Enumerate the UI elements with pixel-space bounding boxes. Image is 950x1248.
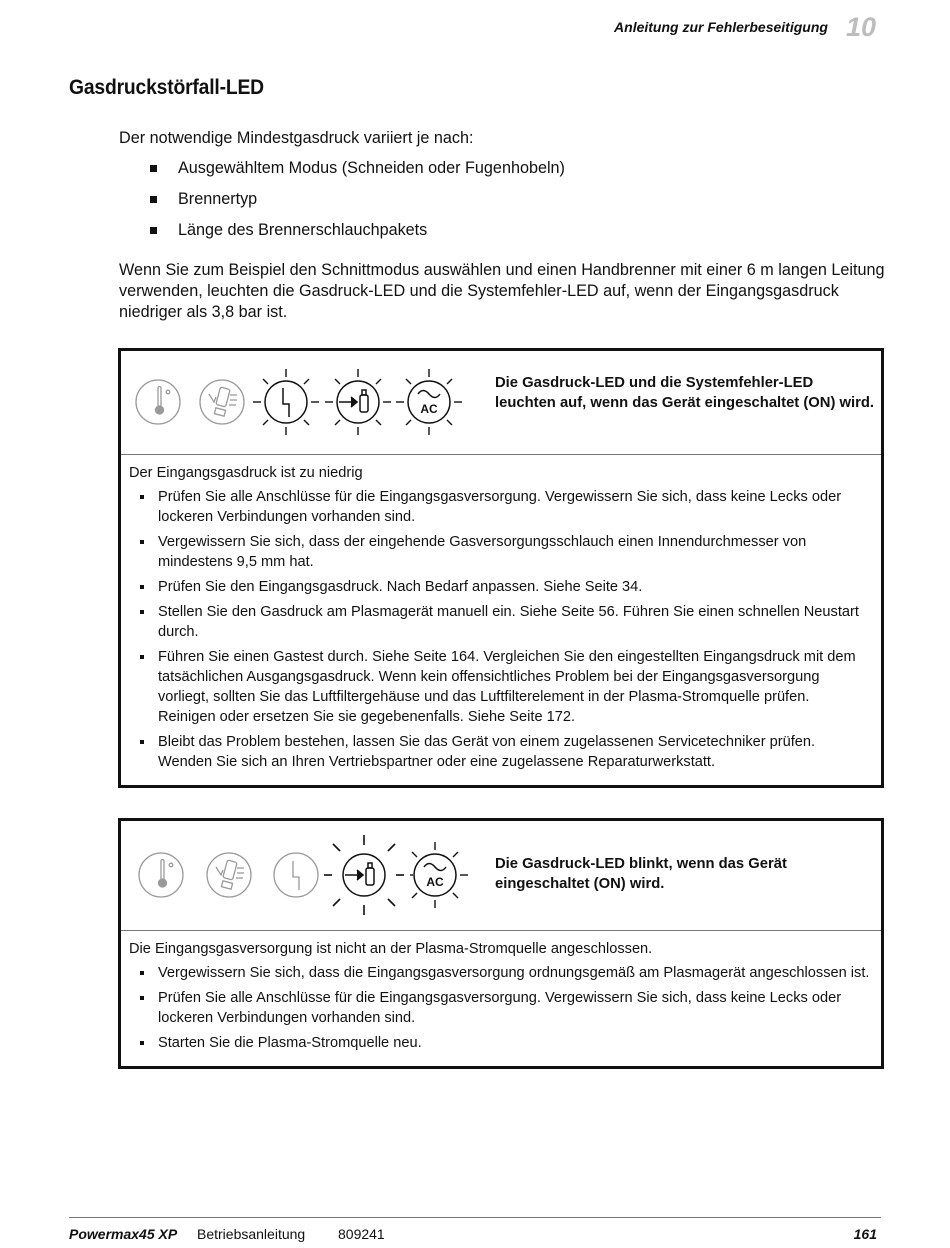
gas-pressure-icon <box>325 369 391 435</box>
list-item: Starten Sie die Plasma-Stromquelle neu. <box>129 1033 871 1053</box>
system-fault-icon <box>274 853 318 897</box>
cause-text: Die Eingangsgasversorgung ist nicht an der Plasma-Stromquelle angeschlossen. <box>129 941 653 957</box>
torch-cap-icon <box>200 380 244 424</box>
torch-cap-icon <box>207 853 251 897</box>
list-item: Stellen Sie den Gasdruck am Plasmagerät manuell ein. Siehe Seite 56. Führen Sie einen schnellen Neustart durch. <box>129 602 871 642</box>
list-item: Prüfen Sie den Eingangsgasdruck. Nach Bedarf anpassen. Siehe Seite 34. <box>129 577 871 597</box>
document-number: 809241 <box>338 1226 385 1242</box>
bullet-icon <box>140 610 144 614</box>
box-header <box>121 821 881 931</box>
intro-bullet-list <box>119 158 889 251</box>
manual-name: Betriebsanleitung <box>197 1226 306 1242</box>
temperature-icon <box>136 380 180 424</box>
bullet-icon <box>140 996 144 1000</box>
troubleshooting-box-1 <box>118 348 884 788</box>
gas-pressure-icon <box>324 835 404 915</box>
list-item: Prüfen Sie alle Anschlüsse für die Eingangsgasversorgung. Vergewissern Sie sich, dass keine Lecks oder lockeren Verbindungen vorhanden sind. <box>129 487 871 527</box>
troubleshooting-box-2 <box>118 818 884 1069</box>
list-item: Länge des Brennerschlauchpakets <box>148 220 889 251</box>
system-fault-icon <box>253 369 319 435</box>
bullet-icon <box>140 1041 144 1045</box>
product-name: Powermax45 XP <box>69 1226 178 1242</box>
intro-example: Wenn Sie zum Beispiel den Schnittmodus auswählen und einen Handbrenner mit einer 6 m langen Leitung verwenden, leuchten die Gasdruck-LED und die Systemfehler-LED auf, wenn der Eingangsgasdruck niedriger als 3,8 bar ist. <box>119 261 885 321</box>
bullet-icon <box>140 655 144 659</box>
bullet-icon <box>140 585 144 589</box>
chapter-number: 10 <box>845 11 876 42</box>
list-item: Brennertyp <box>148 189 889 220</box>
box-body <box>121 931 881 1066</box>
page-footer <box>69 1217 881 1248</box>
list-item: Prüfen Sie alle Anschlüsse für die Eingangsgasversorgung. Vergewissern Sie sich, dass keine Lecks oder lockeren Verbindungen vorhanden sind. <box>129 988 871 1028</box>
led-status-icons <box>121 821 481 930</box>
cause-text: Der Eingangsgasdruck ist zu niedrig <box>129 465 363 481</box>
page-number: 161 <box>853 1226 877 1242</box>
box-headline: Die Gasdruck-LED blinkt, wenn das Gerät eingeschaltet (ON) wird. <box>495 856 787 892</box>
solution-list <box>129 963 871 1053</box>
intro-lead: Der notwendige Mindestgasdruck variiert je nach: <box>119 129 474 147</box>
section-title: Gasdruckstörfall-LED <box>69 76 264 99</box>
ac-label: AC <box>420 402 438 416</box>
ac-label: AC <box>426 875 444 889</box>
list-item: Vergewissern Sie sich, dass die Eingangsgasversorgung ordnungsgemäß am Plasmagerät angeschlossen ist. <box>129 963 871 983</box>
bullet-icon <box>140 740 144 744</box>
bullet-icon <box>140 971 144 975</box>
box-headline: Die Gasdruck-LED und die Systemfehler-LED leuchten auf, wenn das Gerät eingeschaltet (ON) wird. <box>495 375 875 411</box>
bullet-icon <box>140 540 144 544</box>
list-item: Vergewissern Sie sich, dass der eingehende Gasversorgungsschlauch einen Innendurchmesser von mindestens 9,5 mm hat. <box>129 532 871 572</box>
box-body <box>121 455 881 785</box>
list-item: Führen Sie einen Gastest durch. Siehe Seite 164. Vergleichen Sie den eingestellten Eingangsdruck mit dem tatsächlichen Ausgangsgasdruck. Wenn kein offensichtliches Problem bei der Eingangsgasversorgung vorliegt, sollten Sie das Luftfiltergehäuse und das Luftfilterelement in der Plasma-Stromquelle prüfen. Reinigen oder ersetzen Sie sie gegebenenfalls. Siehe Seite 172. <box>129 647 871 727</box>
bullet-icon <box>140 495 144 499</box>
bullet-square-icon <box>150 165 157 172</box>
led-status-icons <box>121 351 481 454</box>
solution-list <box>129 487 871 772</box>
bullet-square-icon <box>150 196 157 203</box>
intro <box>119 128 889 323</box>
bullet-square-icon <box>150 227 157 234</box>
box-header <box>121 351 881 455</box>
chapter-title: Anleitung zur Fehlerbeseitigung <box>614 19 828 35</box>
list-item: Ausgewähltem Modus (Schneiden oder Fugenhobeln) <box>148 158 889 189</box>
page-header <box>614 12 876 42</box>
temperature-icon <box>139 853 183 897</box>
list-item: Bleibt das Problem bestehen, lassen Sie das Gerät von einem zugelassenen Servicetechniker prüfen. Wenden Sie sich an Ihren Vertriebspartner oder eine zugelassene Reparaturwerkstatt. <box>129 732 871 772</box>
